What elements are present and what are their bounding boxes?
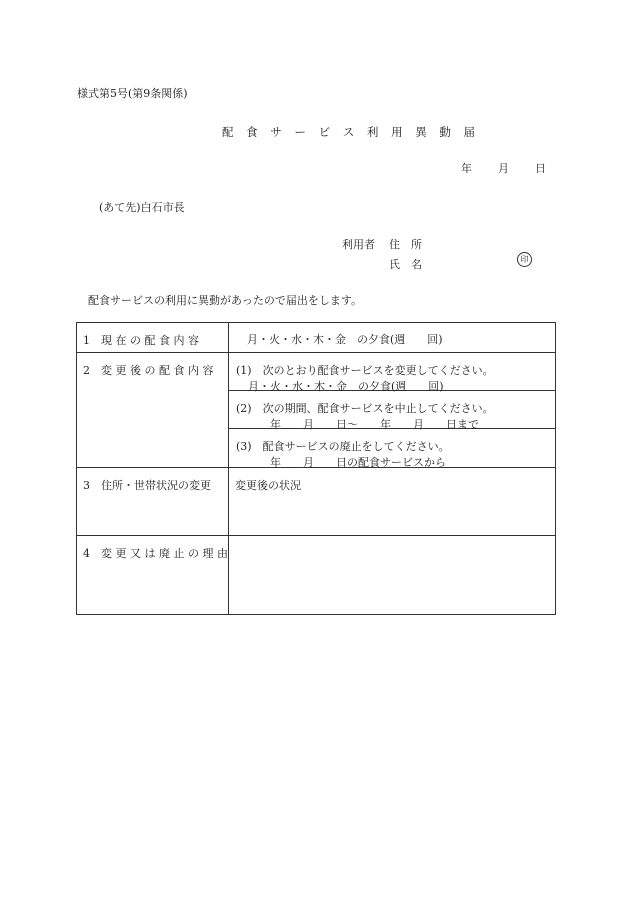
row-label: 2 変 更 後 の 配 食 内 容 <box>77 353 229 468</box>
seal-mark: 印 <box>517 252 532 267</box>
table-row <box>77 353 556 468</box>
row-label: 3 住所・世帯状況の変更 <box>77 468 229 536</box>
date-month: 月 <box>498 162 509 175</box>
intro-text: 配食サービスの利用に異動があったので届出をします。 <box>88 294 363 307</box>
date-day: 日 <box>535 162 546 175</box>
applicant-user-label: 利用者 <box>342 238 375 251</box>
table-row <box>77 323 556 353</box>
reason-cell[interactable] <box>228 536 555 615</box>
option-3[interactable]: (3) 配食サービスの廃止をしてください。 年 月 日の配食サービスから <box>235 440 450 469</box>
row-label: 1 現 在 の 配 食 内 容 <box>77 323 229 353</box>
new-situation-cell[interactable]: 変更後の状況 <box>228 468 555 536</box>
change-form-table <box>76 322 556 615</box>
change-options-cell <box>228 353 555 468</box>
form-number: 様式第5号(第9条関係) <box>77 87 188 100</box>
document-title: 配 食 サ ー ビ ス 利 用 異 動 届 <box>222 125 480 139</box>
applicant-name-label: 氏 名 <box>389 258 422 271</box>
option-2[interactable]: (2) 次の期間、配食サービスを中止してください。 年 月 日～ 年 月 日まで <box>229 391 555 429</box>
current-meal-cell[interactable]: 月・火・水・木・金 の夕食(週 回) <box>228 323 555 353</box>
date-year: 年 <box>461 162 472 175</box>
date-line <box>461 160 546 176</box>
row-label: 4 変 更 又 は 廃 止 の 理 由 <box>77 536 229 615</box>
option-1[interactable]: (1) 次のとおり配食サービスを変更してください。 月・火・水・木・金 の夕食(週 回) <box>229 353 555 391</box>
addressee: (あて先)白石市長 <box>99 201 185 214</box>
applicant-address-label: 住 所 <box>389 238 422 251</box>
table-row <box>77 536 556 615</box>
table-row <box>77 468 556 536</box>
